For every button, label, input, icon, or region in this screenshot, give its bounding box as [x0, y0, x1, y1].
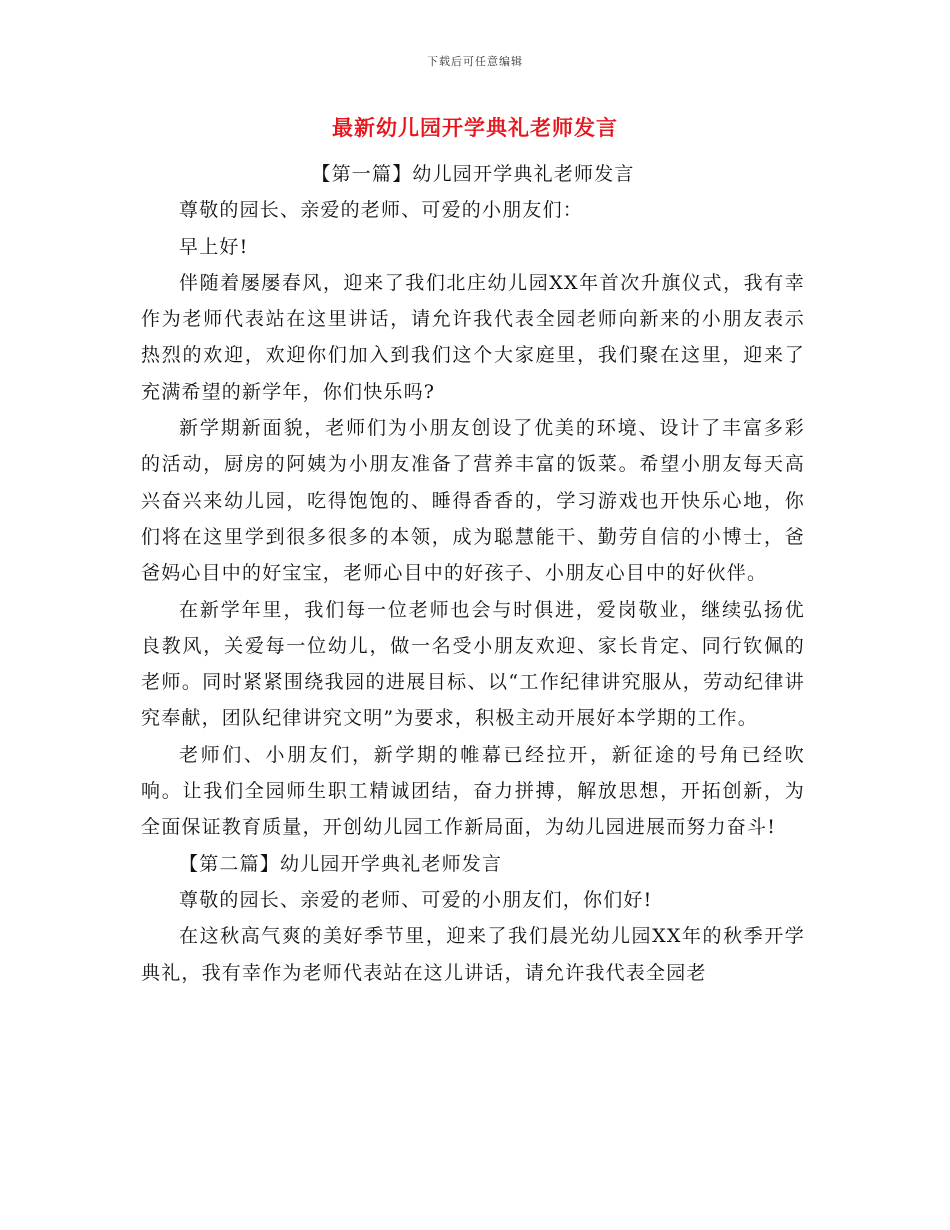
paragraph: 在这秋高气爽的美好季节里，迎来了我们晨光幼儿园XX年的秋季开学典礼，我有幸作为老师代表站在这儿讲话，请允许我代表全园老: [141, 925, 805, 984]
paragraph: 伴随着屡屡春风，迎来了我们北庄幼儿园XX年首次升旗仪式，我有幸作为老师代表站在这里讲话，请允许我代表全园老师向新来的小朋友表示热烈的欢迎，欢迎你们加入到我们这个大家庭里，我们聚在这里，迎来了充满希望的新学年，你们快乐吗?: [141, 271, 805, 403]
header-note: 下载后可任意编辑: [427, 55, 523, 68]
paragraph: 尊敬的园长、亲爱的老师、可爱的小朋友们，你们好!: [179, 888, 653, 911]
paragraph: 尊敬的园长、亲爱的老师、可爱的小朋友们：: [179, 199, 584, 222]
document-title: 最新幼儿园开学典礼老师发言: [332, 116, 618, 140]
paragraph: 老师们、小朋友们，新学期的帷幕已经拉开，新征途的号角已经吹响。让我们全园师生职工精诚团结，奋力拼搏，解放思想，开拓创新，为全面保证教育质量，开创幼儿园工作新局面，为幼儿园进展而努力奋斗!: [141, 743, 805, 839]
paragraph: 早上好!: [179, 235, 249, 258]
document-body: [141, 156, 805, 991]
section-heading: 【第一篇】幼儿园开学典礼老师发言: [311, 163, 635, 185]
paragraph: 新学期新面貌，老师们为小朋友创设了优美的环境、设计了丰富多彩的活动，厨房的阿姨为小朋友准备了营养丰富的饭菜。希望小朋友每天高兴奋兴来幼儿园，吃得饱饱的、睡得香香的，学习游戏也开快乐心地，你们将在这里学到很多很多的本领，成为聪慧能干、勤劳自信的小博士，爸爸妈心目中的好宝宝，老师心目中的好孩子、小朋友心目中的好伙伴。: [141, 417, 805, 585]
paragraph: 在新学年里，我们每一位老师也会与时俱进，爱岗敬业，继续弘扬优良教风，关爱每一位幼儿，做一名受小朋友欢迎、家长肯定、同行钦佩的老师。同时紧紧围绕我园的进展目标、以“工作纪律讲究服从，劳动纪律讲究奉献，团队纪律讲究文明”为要求，积极主动开展好本学期的工作。: [141, 598, 805, 730]
section-heading: 【第二篇】幼儿园开学典礼老师发言: [179, 852, 503, 875]
